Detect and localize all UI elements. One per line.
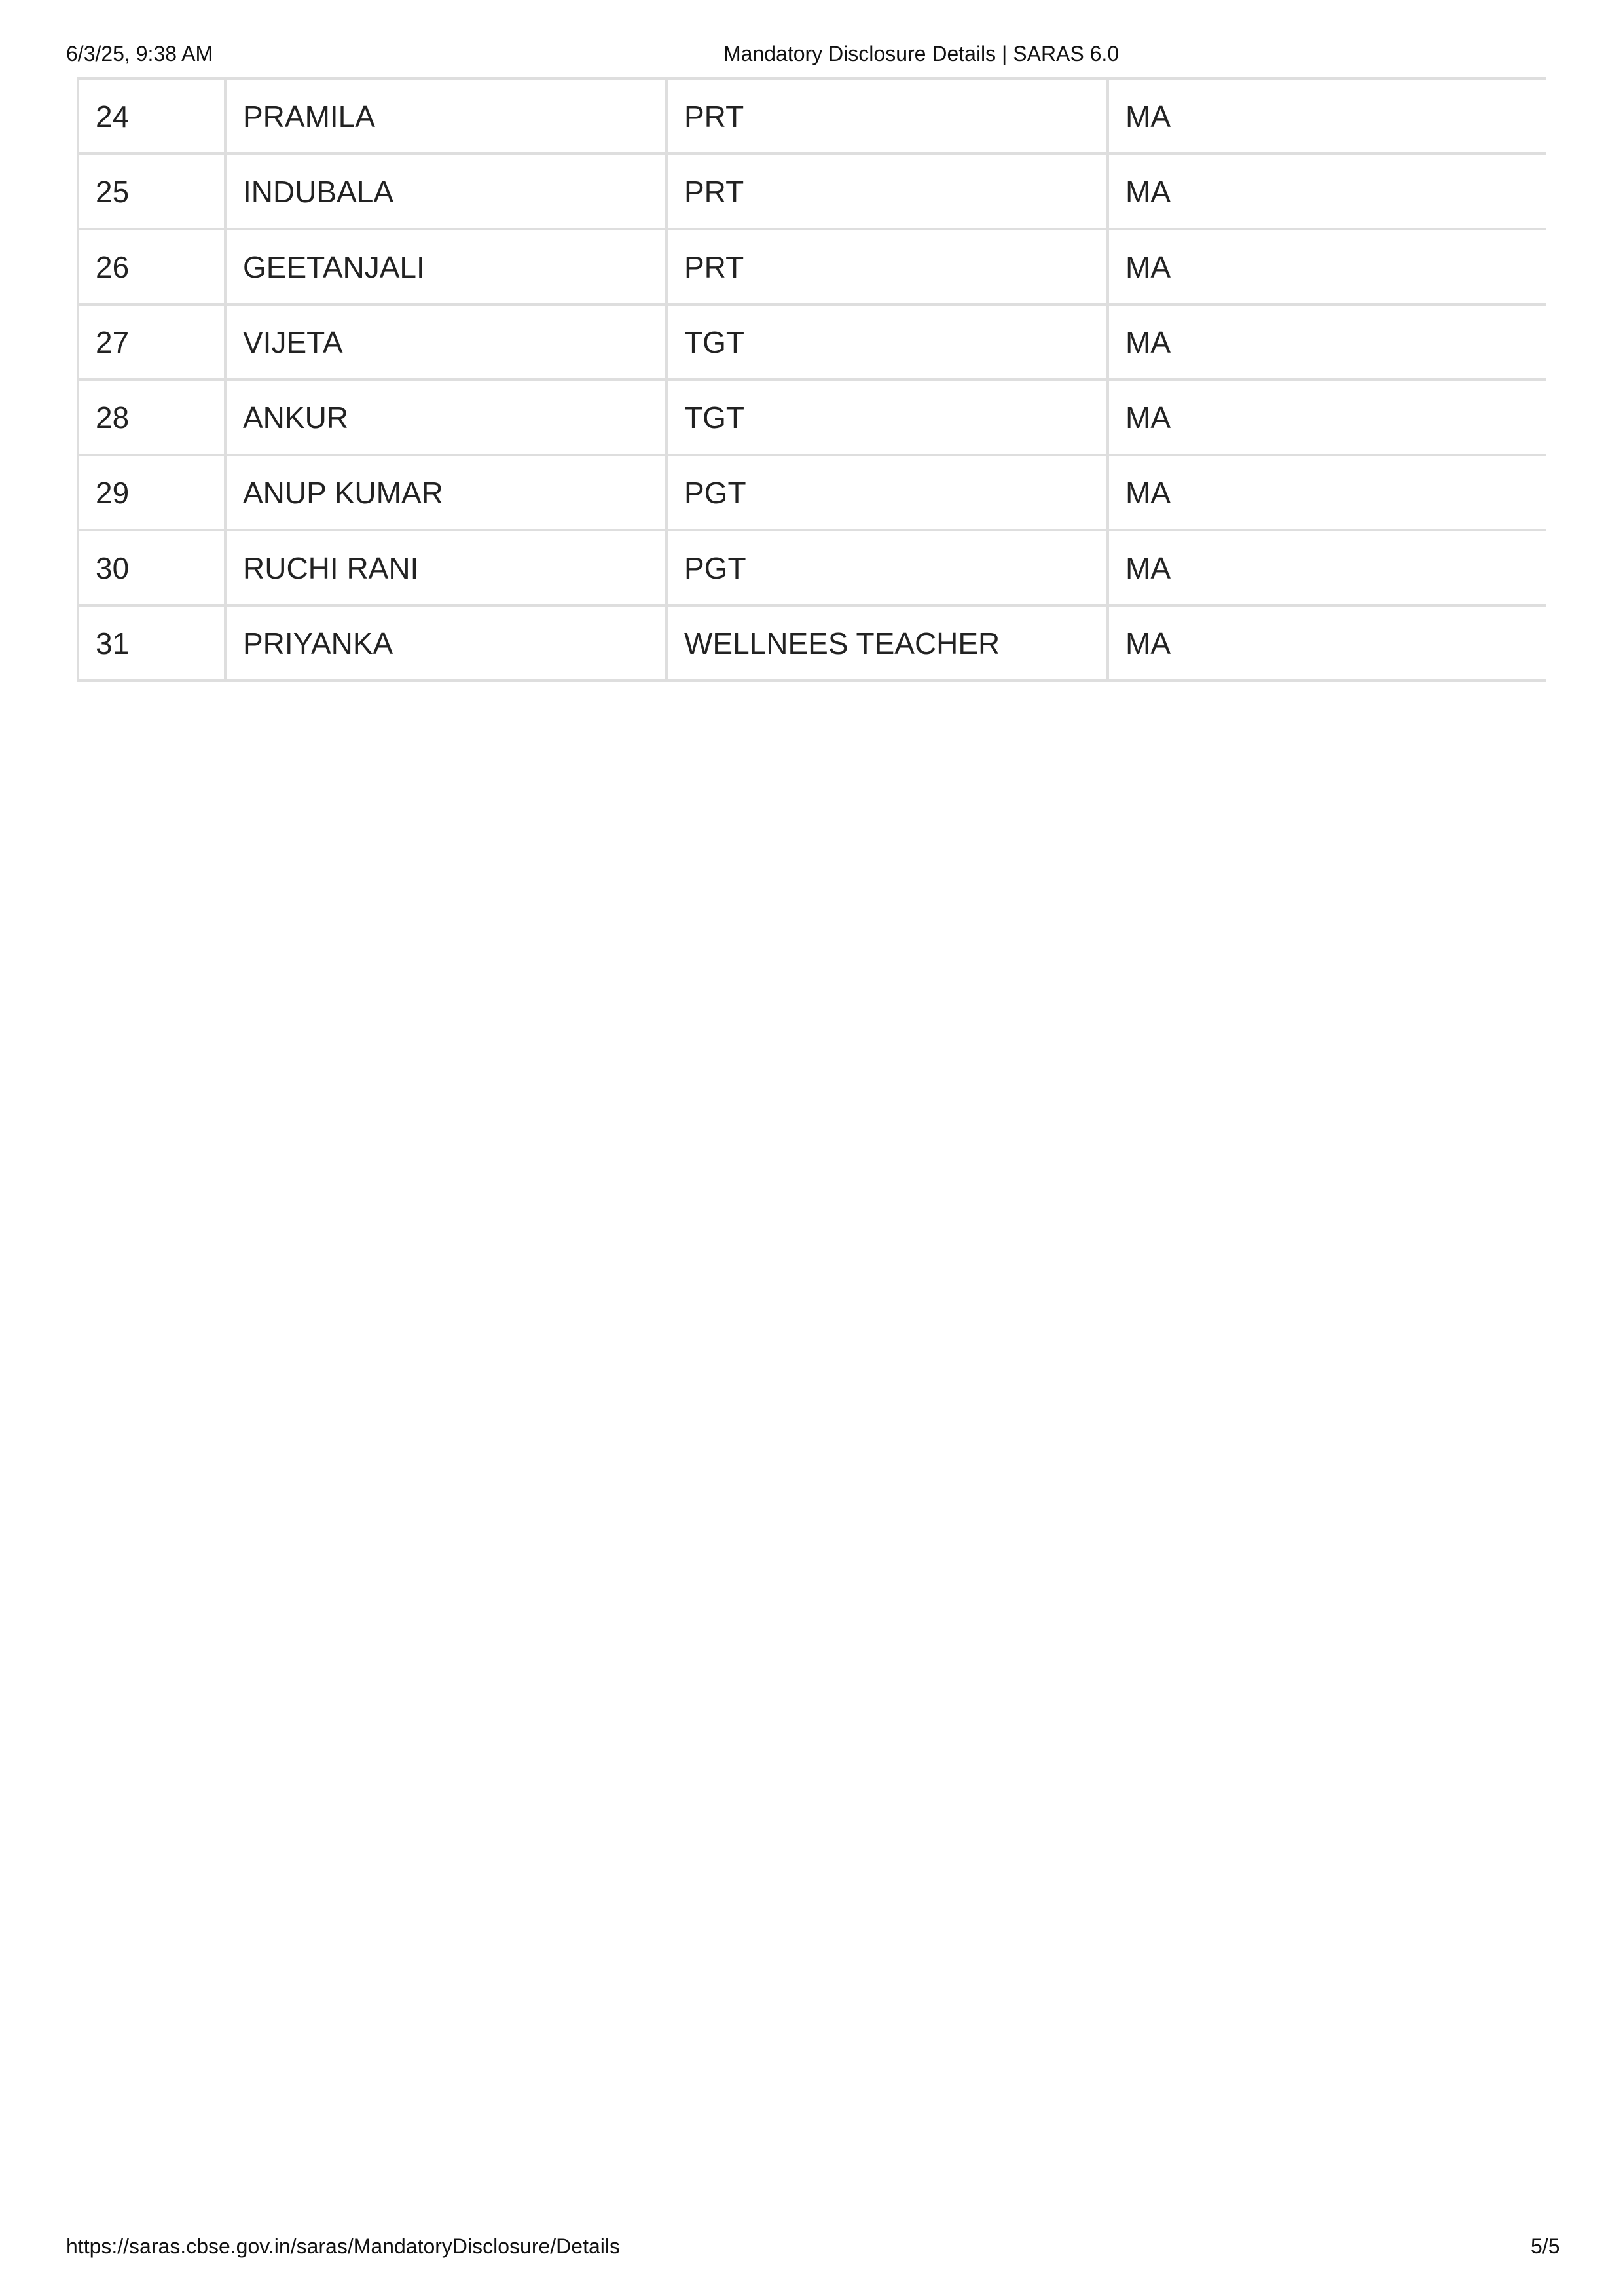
cell-name: VIJETA [225,304,666,380]
page-number: 5/5 [1531,2234,1560,2258]
cell-designation: PGT [666,455,1108,530]
page-title: Mandatory Disclosure Details | SARAS 6.0 [723,42,1120,65]
cell-name: PRAMILA [225,79,666,154]
cell-sno: 30 [78,530,225,605]
cell-sno: 26 [78,229,225,304]
table-row [78,229,1546,304]
cell-sno: 27 [78,304,225,380]
table-row [78,154,1546,229]
cell-designation: WELLNEES TEACHER [666,605,1108,681]
cell-name: ANUP KUMAR [225,455,666,530]
cell-sno: 29 [78,455,225,530]
table-row [78,605,1546,681]
cell-qualification: MA [1108,455,1546,530]
page-url: https://saras.cbse.gov.in/saras/MandatoryDisclosure/Details [66,2234,620,2258]
cell-qualification: MA [1108,229,1546,304]
cell-sno: 24 [78,79,225,154]
cell-qualification: MA [1108,605,1546,681]
cell-name: ANKUR [225,380,666,455]
cell-name: INDUBALA [225,154,666,229]
cell-designation: TGT [666,304,1108,380]
table-row [78,530,1546,605]
cell-qualification: MA [1108,154,1546,229]
cell-designation: PRT [666,229,1108,304]
table-row [78,455,1546,530]
cell-sno: 31 [78,605,225,681]
cell-qualification: MA [1108,304,1546,380]
cell-qualification: MA [1108,79,1546,154]
staff-table [77,77,1546,682]
cell-name: RUCHI RANI [225,530,666,605]
cell-qualification: MA [1108,530,1546,605]
cell-name: PRIYANKA [225,605,666,681]
table-row [78,304,1546,380]
cell-sno: 28 [78,380,225,455]
cell-sno: 25 [78,154,225,229]
cell-name: GEETANJALI [225,229,666,304]
cell-qualification: MA [1108,380,1546,455]
print-datetime: 6/3/25, 9:38 AM [66,42,213,65]
table-row [78,380,1546,455]
cell-designation: PRT [666,79,1108,154]
cell-designation: PRT [666,154,1108,229]
cell-designation: PGT [666,530,1108,605]
staff-table-container [77,77,1545,682]
table-row [78,79,1546,154]
cell-designation: TGT [666,380,1108,455]
